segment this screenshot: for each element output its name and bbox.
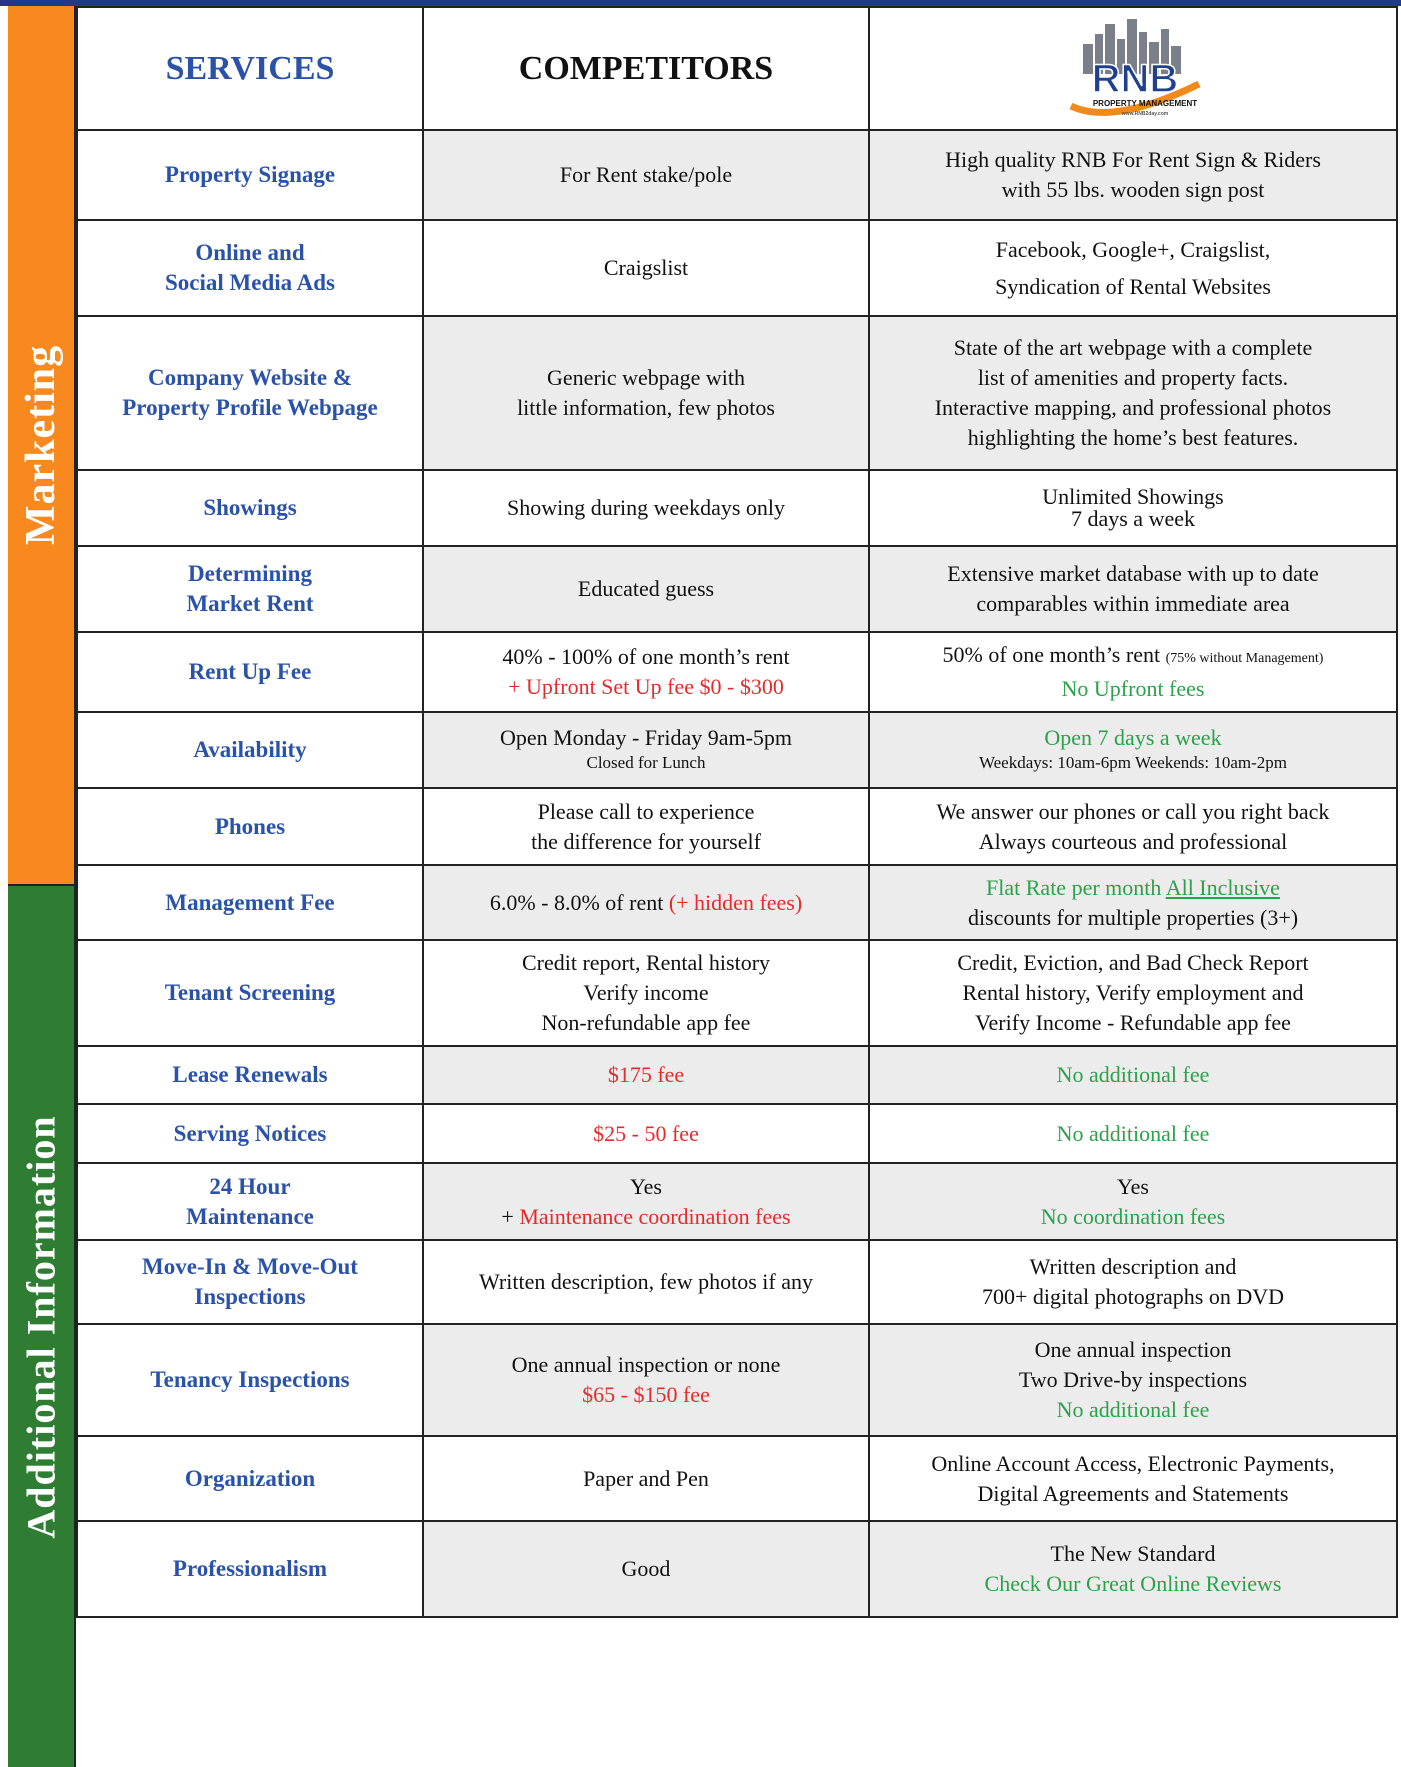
- rnb-cell: Online Account Access, Electronic Payments, Digital Agreements and Statements: [869, 1436, 1397, 1521]
- logo-rnb-text: RNB: [1091, 56, 1179, 101]
- service-professionalism: Professionalism: [77, 1521, 423, 1617]
- rnb-cell: Extensive market database with up to date comparables within immediate area: [869, 546, 1397, 632]
- table-row: [77, 1046, 1397, 1104]
- competitor-cell: 6.0% - 8.0% of rent (+ hidden fees): [423, 865, 869, 940]
- competitor-cell: One annual inspection or none $65 - $150 fee: [423, 1324, 869, 1436]
- logo-sub-text: PROPERTY MANAGEMENT: [1092, 98, 1198, 108]
- table-row: [77, 940, 1397, 1046]
- rnb-cell: 50% of one month’s rent (75% without Management) No Upfront fees: [869, 632, 1397, 712]
- table-row: [77, 1324, 1397, 1436]
- rnb-cell: High quality RNB For Rent Sign & Riders with 55 lbs. wooden sign post: [869, 130, 1397, 220]
- service-rent-up-fee: Rent Up Fee: [77, 632, 423, 712]
- service-management-fee: Management Fee: [77, 865, 423, 940]
- service-serving-notices: Serving Notices: [77, 1104, 423, 1163]
- rnb-cell: Unlimited Showings 7 days a week: [869, 470, 1397, 546]
- service-online-ads: Online and Social Media Ads: [77, 220, 423, 316]
- competitor-cell: Generic webpage with little information, few photos: [423, 316, 869, 470]
- table-row: [77, 865, 1397, 940]
- marketing-label: Marketing: [18, 344, 64, 546]
- competitor-cell: $25 - 50 fee: [423, 1104, 869, 1163]
- service-organization: Organization: [77, 1436, 423, 1521]
- competitor-cell: 40% - 100% of one month’s rent + Upfront Set Up fee $0 - $300: [423, 632, 869, 712]
- service-tenancy-inspections: Tenancy Inspections: [77, 1324, 423, 1436]
- header-row: [77, 7, 1397, 130]
- rnb-cell: The New Standard Check Our Great Online Reviews: [869, 1521, 1397, 1617]
- table-row: [77, 1240, 1397, 1324]
- competitor-cell: Yes + Maintenance coordination fees: [423, 1163, 869, 1240]
- rnb-cell: Yes No coordination fees: [869, 1163, 1397, 1240]
- rnb-cell: Facebook, Google+, Craigslist, Syndication of Rental Websites: [869, 220, 1397, 316]
- service-24h-maintenance: 24 Hour Maintenance: [77, 1163, 423, 1240]
- table-row: [77, 1521, 1397, 1617]
- service-move-inspections: Move-In & Move-Out Inspections: [77, 1240, 423, 1324]
- rnb-cell: Written description and 700+ digital photographs on DVD: [869, 1240, 1397, 1324]
- service-property-signage: Property Signage: [77, 130, 423, 220]
- service-phones: Phones: [77, 788, 423, 865]
- logo-url-text: www.RNB2day.com: [1121, 110, 1169, 117]
- comparison-table: [76, 6, 1398, 1618]
- rnb-cell: State of the art webpage with a complete list of amenities and property facts. Interactive mapping, and professional photos highlighting the home’s best features.: [869, 316, 1397, 470]
- rnb-cell: Credit, Eviction, and Bad Check Report Rental history, Verify employment and Verify Income - Refundable app fee: [869, 940, 1397, 1046]
- competitor-cell: $175 fee: [423, 1046, 869, 1104]
- service-showings: Showings: [77, 470, 423, 546]
- service-market-rent: Determining Market Rent: [77, 546, 423, 632]
- marketing-side-band: [8, 6, 76, 884]
- competitor-cell: For Rent stake/pole: [423, 130, 869, 220]
- rnb-logo-cell: [869, 7, 1397, 130]
- rnb-cell: Open 7 days a week Weekdays: 10am-6pm Weekends: 10am-2pm: [869, 712, 1397, 788]
- competitor-cell: Please call to experience the difference for yourself: [423, 788, 869, 865]
- service-company-website: Company Website & Property Profile Webpage: [77, 316, 423, 470]
- competitor-cell: Written description, few photos if any: [423, 1240, 869, 1324]
- table-row: [77, 1436, 1397, 1521]
- rnb-cell: We answer our phones or call you right back Always courteous and professional: [869, 788, 1397, 865]
- table-row: [77, 1104, 1397, 1163]
- table-row: [77, 470, 1397, 546]
- rnb-cell: Flat Rate per month All Inclusive discounts for multiple properties (3+): [869, 865, 1397, 940]
- table-row: [77, 712, 1397, 788]
- service-tenant-screening: Tenant Screening: [77, 940, 423, 1046]
- rnb-cell: One annual inspection Two Drive-by inspections No additional fee: [869, 1324, 1397, 1436]
- table-row: [77, 130, 1397, 220]
- table-row: [77, 546, 1397, 632]
- rnb-cell: No additional fee: [869, 1104, 1397, 1163]
- services-header: SERVICES: [77, 7, 423, 130]
- additional-info-side-band: [8, 884, 76, 1767]
- rnb-logo: [1053, 14, 1213, 124]
- competitors-header: COMPETITORS: [423, 7, 869, 130]
- table-row: [77, 1163, 1397, 1240]
- competitor-cell: Open Monday - Friday 9am-5pm Closed for Lunch: [423, 712, 869, 788]
- table-row: [77, 316, 1397, 470]
- competitor-cell: Credit report, Rental history Verify income Non-refundable app fee: [423, 940, 869, 1046]
- table-row: [77, 220, 1397, 316]
- competitor-cell: Good: [423, 1521, 869, 1617]
- table-row: [77, 788, 1397, 865]
- additional-info-label: Additional Information: [18, 1114, 64, 1539]
- service-availability: Availability: [77, 712, 423, 788]
- competitor-cell: Showing during weekdays only: [423, 470, 869, 546]
- table-row: [77, 632, 1397, 712]
- competitor-cell: Educated guess: [423, 546, 869, 632]
- rnb-cell: No additional fee: [869, 1046, 1397, 1104]
- competitor-cell: Craigslist: [423, 220, 869, 316]
- competitor-cell: Paper and Pen: [423, 1436, 869, 1521]
- service-lease-renewals: Lease Renewals: [77, 1046, 423, 1104]
